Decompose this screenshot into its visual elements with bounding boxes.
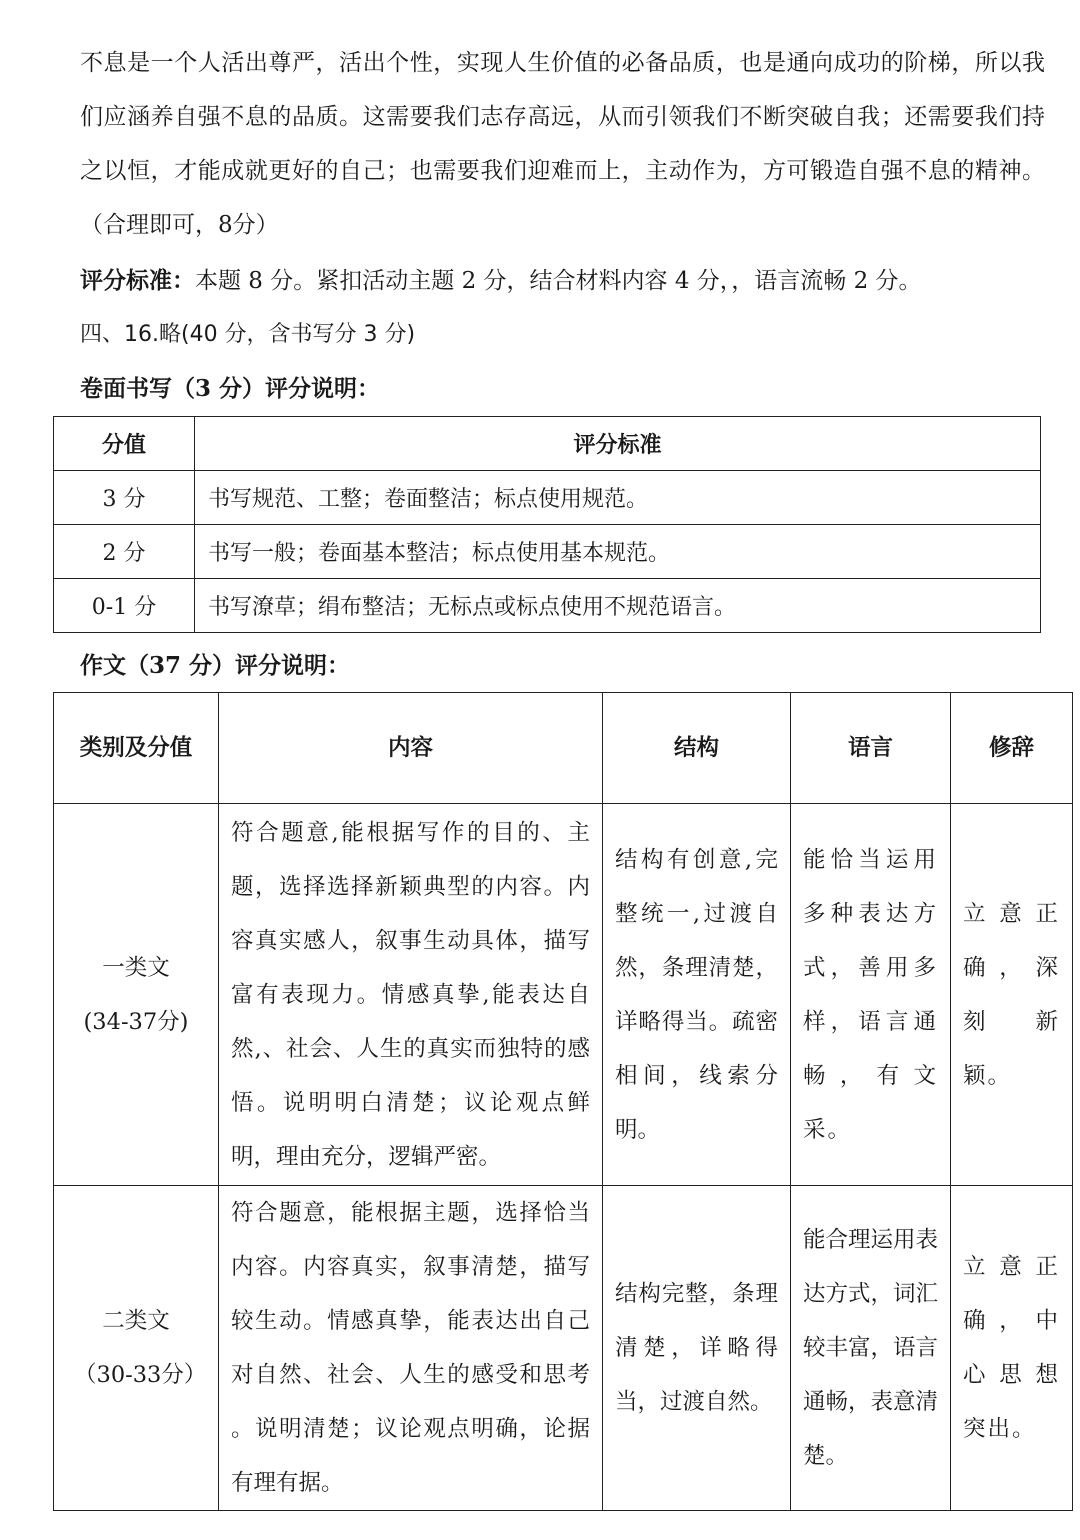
essay-table [53,692,1073,1511]
essay-header-category: 类别及分值 [54,693,219,804]
essay-header-content: 内容 [219,693,603,804]
handwriting-criteria: 书写一般；卷面基本整洁；标点使用基本规范。 [195,525,1041,579]
essay-content: 符合题意，能根据主题，选择恰当内容。内容真实，叙事清楚，描写较生动。情感真挚，能表达出自己对自然、社会、人生的感受和思考 。说明清楚；议论观点明确，论据有理有据。 [219,1186,603,1511]
essay-header-language: 语言 [791,693,951,804]
table-row [54,1186,1073,1511]
essay-header-rhetoric: 修辞 [951,693,1073,804]
handwriting-table [53,416,1041,633]
essay-content: 符合题意,能根据写作的目的、主题，选择选择新颖典型的内容。内容真实感人，叙事生动具体，描写富有表现力。情感真挚,能表达自然,、社会、人生的真实而独特的感悟。说明明白清楚；议论观点鲜明，理由充分，逻辑严密。 [219,804,603,1186]
handwriting-header-row [54,417,1041,471]
essay-structure: 结构有创意,完整统一,过渡自然，条理清楚，详略得当。疏密相间，线索分明。 [603,804,791,1186]
handwriting-criteria: 书写规范、工整；卷面整洁；标点使用规范。 [195,471,1041,525]
essay-rhetoric: 立意正确，深刻新颖。 [951,804,1073,1186]
table-row [54,804,1073,1186]
section-four-heading: 四、16.略(40 分，含书写分 3 分) [80,322,416,347]
table-row [54,525,1041,579]
essay-language: 能恰当运用多种表达方式，善用多样，语言通畅，有文采。 [791,804,951,1186]
essay-header-row [54,693,1073,804]
handwriting-criteria: 书写潦草；绢布整洁；无标点或标点使用不规范语言。 [195,579,1041,633]
scoring-standard [80,254,1045,308]
essay-category: 一类文 [102,954,170,981]
scoring-standard-label: 评分标准： [80,267,195,294]
scoring-standard-text: 本题 8 分。紧扣活动主题 2 分，结合材料内容 4 分，，语言流畅 2 分。 [195,268,922,294]
table-row [54,579,1041,633]
essay-structure: 结构完整，条理清楚，详略得当，过渡自然。 [603,1186,791,1511]
handwriting-score: 3 分 [54,471,195,525]
handwriting-score: 2 分 [54,525,195,579]
essay-category-cell [54,804,219,1186]
intro-paragraph: 不息是一个人活出尊严，活出个性，实现人生价值的必备品质，也是通向成功的阶梯，所以我们应涵养自强不息的品质。这需要我们志存高远，从而引领我们不断突破自我；还需要我们持之以恒，才能成就更好的自己；也需要我们迎难而上，主动作为，方可锻造自强不息的精神。（合理即可，8分） [80,50,1045,238]
essay-category-cell [54,1186,219,1511]
essay-range: （30-33分） [74,1362,207,1388]
handwriting-header-criteria: 评分标准 [195,417,1041,471]
handwriting-header-score: 分值 [54,417,195,471]
essay-language: 能合理运用表达方式，词汇较丰富，语言通畅，表意清楚。 [791,1186,951,1511]
essay-heading: 作文（37 分）评分说明： [80,652,351,679]
essay-rhetoric: 立意正确，中心思想突出。 [951,1186,1073,1511]
handwriting-heading: 卷面书写（3 分）评分说明： [80,375,381,402]
table-row [54,471,1041,525]
handwriting-score: 0-1 分 [54,579,195,633]
essay-range: (34-37分) [83,1008,189,1035]
essay-header-structure: 结构 [603,693,791,804]
essay-category: 二类文 [102,1308,170,1334]
